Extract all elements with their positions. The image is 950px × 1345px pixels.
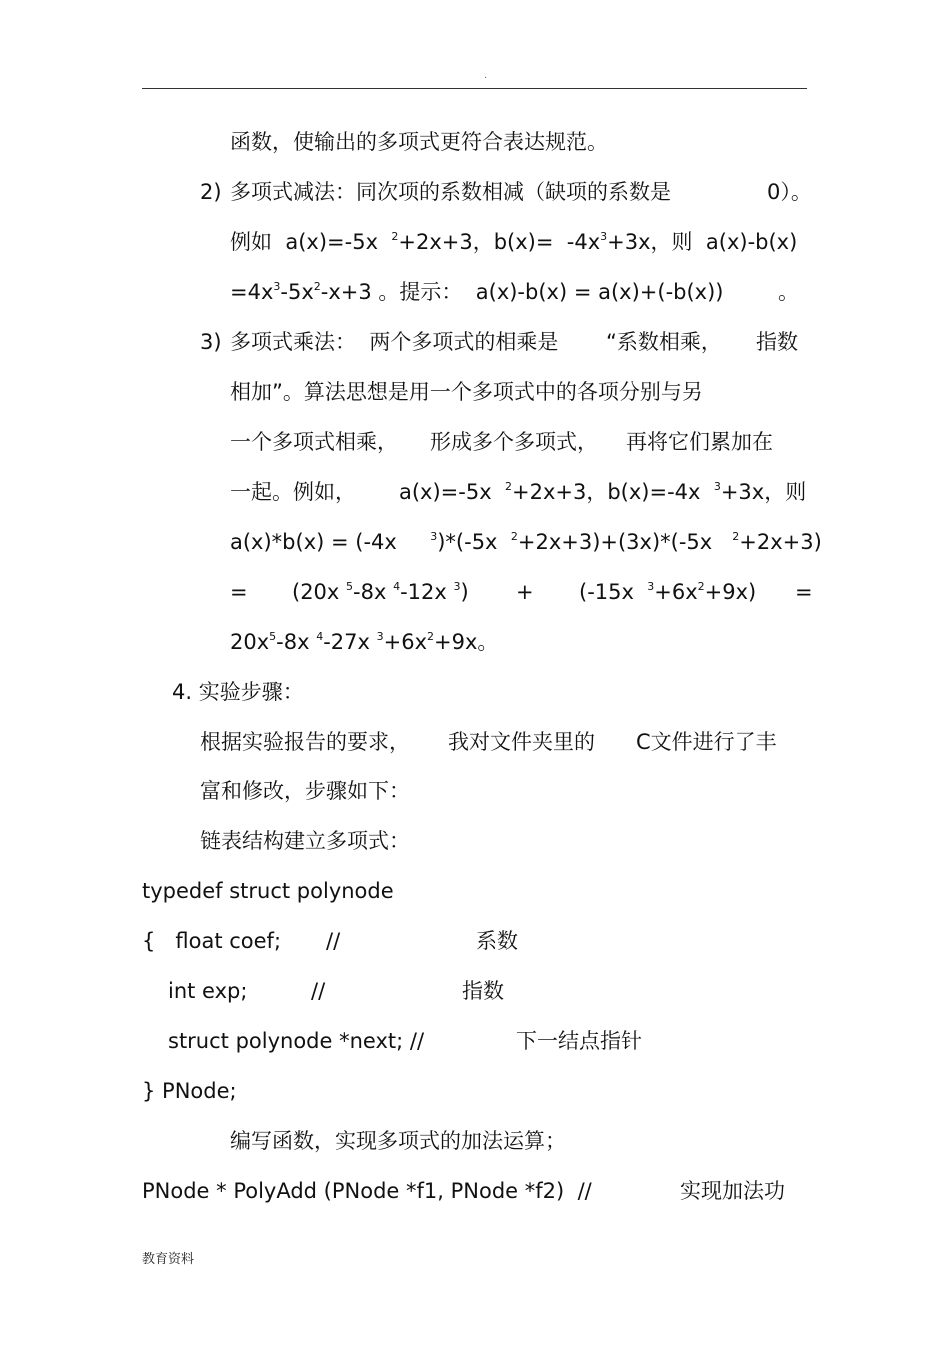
text-line: 指数	[756, 330, 798, 354]
text-line: =	[230, 580, 248, 604]
text-line: (20x $^5$-8x $^4$-12x $^3$)	[292, 580, 469, 604]
code-line: int exp;	[168, 979, 248, 1003]
text-line: 形成多个多项式，	[430, 430, 598, 454]
code-line: 下一结点指针	[516, 1029, 642, 1053]
code-line: typedef struct polynode	[142, 879, 394, 903]
text-line: a(x)=-5x $^2$+2x+3，b(x)=-4x $^3$+3x，则	[399, 480, 807, 504]
text-line: 链表结构建立多项式：	[200, 829, 410, 853]
text-line: 多项式减法：同次项的系数相减（缺项的系数是	[230, 180, 671, 204]
text-line: a(x)*b(x) = (-4x $^3$)*(-5x $^2$+2x+3)+(3x)*(-5x $^2$+2x+3)	[230, 530, 822, 554]
text-line: 相加”。算法思想是用一个多项式中的各项分别与另	[230, 380, 703, 404]
text-line: “系数相乘，	[606, 330, 722, 354]
text-line: 一个多项式相乘，	[230, 430, 398, 454]
code-line: 系数	[476, 929, 518, 953]
text-line: =	[795, 580, 813, 604]
text-line: 0）。	[767, 180, 812, 204]
text-line: (-15x $^3+6x^2+9x$)	[579, 580, 757, 604]
code-line: //	[311, 979, 326, 1003]
text-line: +	[516, 580, 534, 604]
header-rule	[142, 88, 807, 89]
text-line: 3)	[200, 330, 222, 354]
footer-label: 教育资料	[142, 1252, 195, 1267]
text-line: 再将它们累加在	[626, 430, 773, 454]
text-line: $=4x^3-5x^2-x+3$ 。提示： a(x)-b(x) = a(x)+(-b(x))	[230, 280, 724, 304]
text-line: 例如 a(x)=-5x $^2$+2x+3，$b(x)= -4x^3+3x$，则 a(x)-b(x)	[230, 230, 798, 254]
text-line: 一起。例如，	[230, 480, 356, 504]
code-line: 实现加法功	[680, 1179, 785, 1203]
code-line: 指数	[462, 979, 504, 1003]
text-line: 多项式乘法： 两个多项式的相乘是	[230, 330, 559, 354]
section-heading: 4. 实验步骤：	[172, 680, 304, 704]
text-line: 我对文件夹里的	[448, 730, 595, 754]
text-line: 2)	[200, 180, 222, 204]
text-line: 编写函数，实现多项式的加法运算；	[230, 1129, 566, 1153]
text-line: 。	[778, 280, 799, 304]
code-line: struct polynode *next; //	[168, 1029, 425, 1053]
code-line: //	[326, 929, 341, 953]
code-line: { float coef;	[142, 929, 282, 953]
text-line: $20x^5-8x$ $^4$-27x $^3+6x^2+9x$。	[230, 630, 499, 654]
header-mark: .	[484, 70, 488, 81]
text-line: C文件进行了丰	[636, 730, 777, 754]
text-line: 富和修改，步骤如下：	[200, 779, 410, 803]
text-line: 函数，使输出的多项式更符合表达规范。	[230, 130, 608, 154]
text-line: 根据实验报告的要求，	[200, 730, 410, 754]
code-line: PNode * PolyAdd (PNode *f1, PNode *f2) //	[142, 1179, 592, 1203]
code-line: } PNode;	[142, 1079, 237, 1103]
